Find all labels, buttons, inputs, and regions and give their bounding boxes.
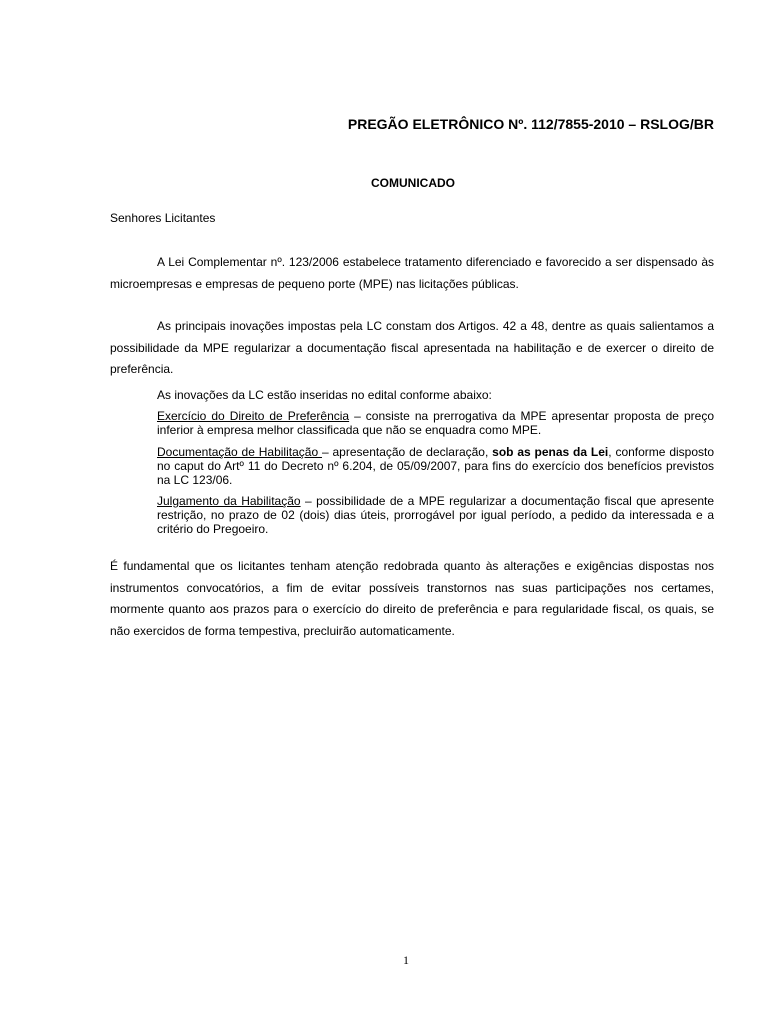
list-item-julgamento-habilitacao xyxy=(157,494,714,536)
item-text: – possibilidade de a MPE regularizar a documentação fiscal que apresente restrição, no prazo de 02 (dois) dias úteis, prorrogável por igual período, a pedido da interessada e a critério do Pregoeiro. xyxy=(157,494,714,536)
item-text: – apresentação de declaração, xyxy=(321,445,493,459)
document-subtitle: COMUNICADO xyxy=(371,176,455,190)
page-number: 1 xyxy=(403,953,409,967)
item-text: – consiste na prerrogativa da MPE apresentar proposta de preço inferior à empresa melhor classificada que não se enquadra como MPE. xyxy=(157,409,715,437)
item-term: Documentação de Habilitação xyxy=(157,445,322,459)
list-intro: As inovações da LC estão inseridas no edital conforme abaixo: xyxy=(157,388,492,402)
item-text: , conforme disposto no caput do Artº 11 do Decreto nº 6.204, de 05/09/2007, para fins do exercício dos benefícios previstos na LC 123/06. xyxy=(157,445,715,487)
greeting: Senhores Licitantes xyxy=(110,211,216,225)
item-term: Julgamento da Habilitação xyxy=(157,494,301,508)
paragraph-lei-complementar: A Lei Complementar nº. 123/2006 estabelece tratamento diferenciado e favorecido a ser dispensado às microempresas e empresas de pequeno porte (MPE) nas licitações públicas. xyxy=(110,255,714,291)
paragraph-fundamental: É fundamental que os licitantes tenham atenção redobrada quanto às alterações e exigências dispostas nos instrumentos convocatórios, a fim de evitar possíveis transtornos nas suas participações nos certames, mormente quanto aos prazos para o exercício do direito de preferência e para regularidade fiscal, os quais, se não exercidos de forma tempestiva, precluirão automaticamente. xyxy=(110,559,714,638)
list-item-direito-preferencia xyxy=(157,409,714,437)
item-bold-text: sob as penas da Lei xyxy=(492,445,609,459)
item-term: Exercício do Direito de Preferência xyxy=(157,409,350,423)
paragraph-principais-inovacoes: As principais inovações impostas pela LC constam dos Artigos. 42 a 48, dentre as quais salientamos a possibilidade da MPE regularizar a documentação fiscal apresentada na habilitação e de exercer o direito de preferência. xyxy=(110,319,714,376)
list-item-documentacao-habilitacao xyxy=(157,445,714,487)
document-title: PREGÃO ELETRÔNICO Nº. 112/7855-2010 – RSLOG/BR xyxy=(347,116,714,132)
